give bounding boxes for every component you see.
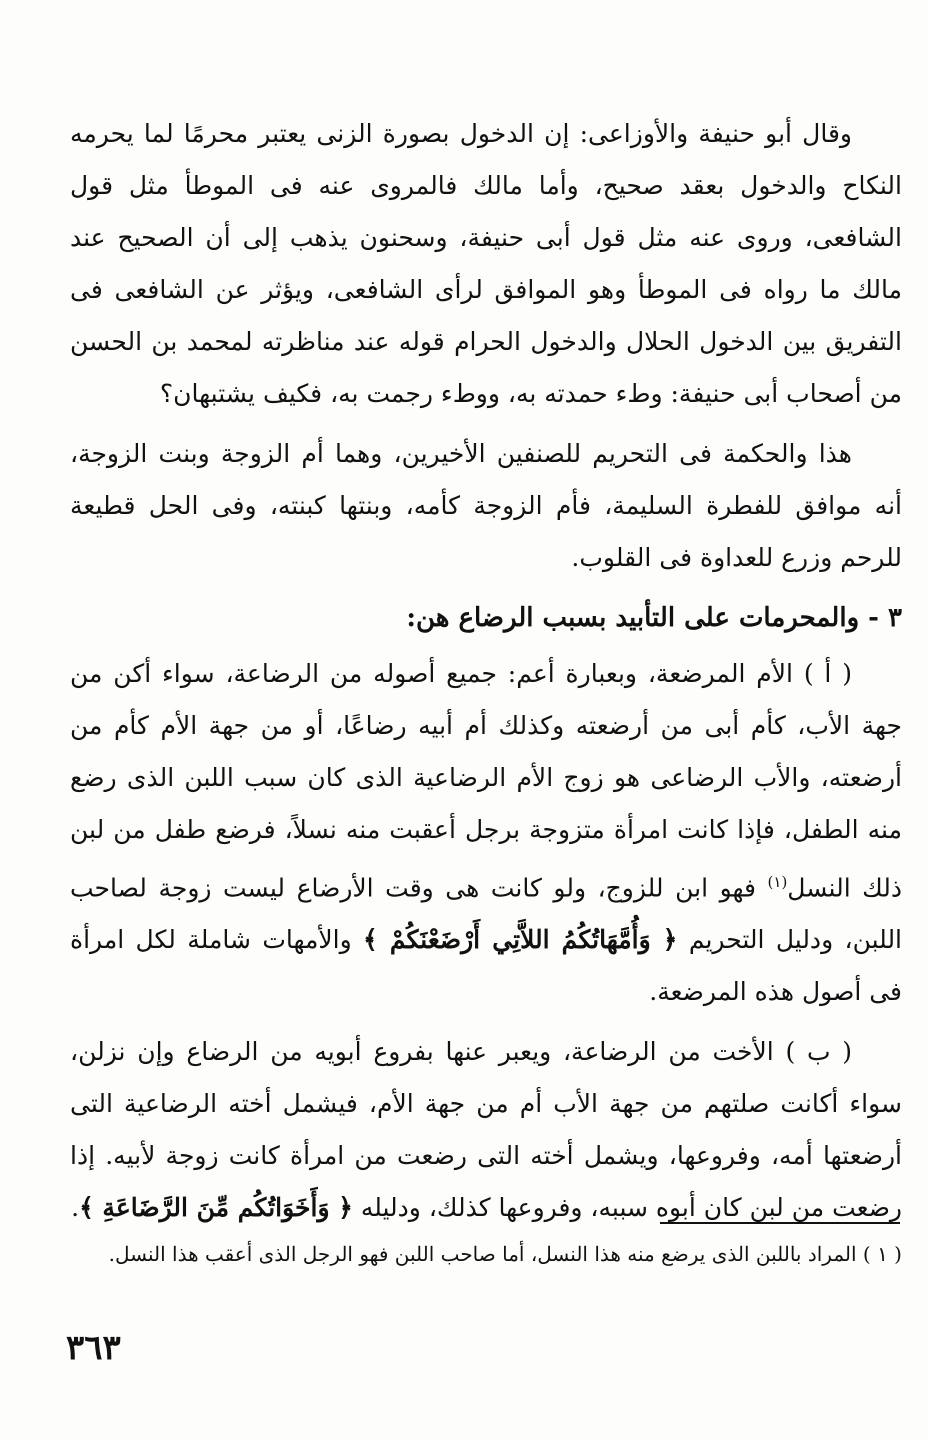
paragraph-3-text-a: ( أ ) الأم المرضعة، وبعبارة أعم: جميع أصوله من الرضاعة، سواء أكن من جهة الأب، كأم أبى من أرضعته وكذلك أم أبيه رضاعًا، أو من جهة الأم كأم من أرضعته، والأب الرضاعى هو زوج الأم الرضاعية الذى كان سبب اللبن الذى رضع منه الطفل، فإذا كانت امرأة متزوجة برجل أعقبت منه نسلاً، فرضع طفل من لبن ذلك النسل xyxy=(70,659,903,903)
page-body xyxy=(70,108,902,1242)
footnote-divider xyxy=(660,1222,900,1224)
footnote-marker: (١) xyxy=(767,873,788,891)
paragraph-4-text: ( ب ) الأخت من الرضاعة، ويعبر عنها بفروع أبويه من الرضاع وإن نزلن، سواء أكانت صلتهم من جهة الأب أم من جهة الأم، فيشمل أخته الرضاعية التى أرضعتها أمه، وفروعها، ويشمل أخته التى رضعت من امرأة كانت زوجة لأبيه. إذا رضعت من لبن كان أبوه سببه، وفروعها كذلك، ودليله xyxy=(70,1037,902,1223)
section-heading: ٣ - والمحرمات على التأبيد بسبب الرضاع هن: xyxy=(406,603,902,633)
paragraph-3 xyxy=(70,648,902,1018)
paragraph-3-text-b: فهو ابن للزوج، ولو كانت هى وقت الأرضاع ليست زوجة لصاحب اللبن، ودليل التحريم xyxy=(70,873,903,955)
paragraph-4-end: . xyxy=(71,1193,80,1223)
page-number: ٣٦٣ xyxy=(66,1328,121,1368)
footnote xyxy=(70,1232,902,1276)
paragraph-3-text-c: والأمهات شاملة لكل امرأة فى أصول هذه المرضعة. xyxy=(70,925,902,1007)
paragraph-1 xyxy=(70,108,902,420)
paragraph-1-text: وقال أبو حنيفة والأوزاعى: إن الدخول بصورة الزنى يعتبر محرمًا لما يحرمه النكاح والدخول بعقد صحيح، وأما مالك فالمروى عنه فى الموطأ مثل قول الشافعى، وروى عنه مثل قول أبى حنيفة، وسحنون يذهب إلى أن الصحيح عند مالك ما رواه فى الموطأ وهو الموافق لرأى الشافعى، ويؤثر عن الشافعى فى التفريق بين الدخول الحلال والدخول الحرام قوله عند مناظرته لمحمد بن الحسن من أصحاب أبى حنيفة: وطء حمدته به، ووطء رجمت به، فكيف يشتبهان؟ xyxy=(70,119,902,408)
quran-verse-2: ﴿ وَأَخَوَاتُكُم مِّنَ الرَّضَاعَةِ ﴾ xyxy=(79,1193,353,1223)
paragraph-2-text: هذا والحكمة فى التحريم للصنفين الأخيرين، وهما أم الزوجة وبنت الزوجة، أنه موافق للفطرة السليمة، فأم الزوجة كأمه، وبنتها كبنته، وفى الحل قطيعة للرحم وزرع للعداوة فى القلوب. xyxy=(70,439,902,572)
paragraph-2 xyxy=(70,428,902,584)
paragraph-4 xyxy=(70,1026,902,1234)
quran-verse-1: ﴿ وَأُمَّهَاتُكُمُ اللاَّتِي أَرْضَعْنَكُمْ ﴾ xyxy=(363,925,678,955)
footnote-text: ( ١ ) المراد باللبن الذى يرضع منه هذا النسل، أما صاحب اللبن فهو الرجل الذى أعقب هذا النسل. xyxy=(108,1242,902,1266)
